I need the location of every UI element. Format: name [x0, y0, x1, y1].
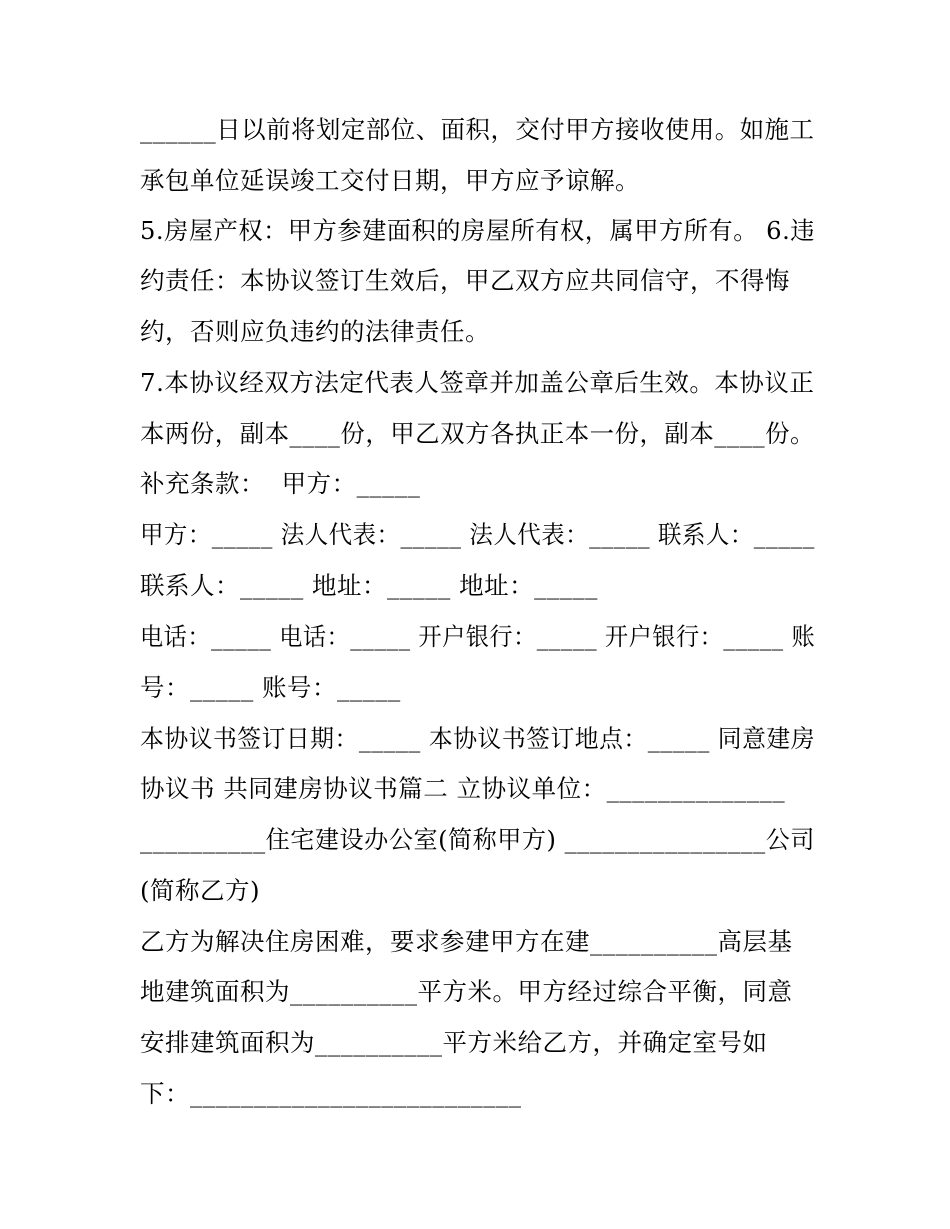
text-line-18: 地建筑面积为__________平方米。甲方经过综合平衡，同意 [140, 977, 793, 1006]
text-line-10: 联系人：_____ 地址：_____ 地址：_____ [140, 571, 598, 600]
text-line-8: 补充条款： 甲方：_____ [140, 469, 421, 498]
text-line-13: 本协议书签订日期：_____ 本协议书签订地点：_____ 同意建房 [140, 724, 816, 753]
text-line-15: __________住宅建设办公室(简称甲方) ________________公司 [140, 825, 815, 854]
text-line-20: 下：__________________________ [140, 1079, 522, 1108]
text-line-3: 5.房屋产权：甲方参建面积的房屋所有权，属甲方所有。 6.违 [140, 216, 816, 245]
text-line-5: 约，否则应负违约的法律责任。 [140, 317, 490, 346]
text-line-11: 电话：_____ 电话：_____ 开户银行：_____ 开户银行：_____ 账 [140, 622, 816, 651]
text-line-12: 号：_____ 账号：_____ [140, 673, 401, 702]
text-line-7: 本两份，副本____份，甲乙双方各执正本一份，副本____份。 [140, 419, 815, 448]
text-line-4: 约责任：本协议签订生效后，甲乙双方应共同信守，不得悔 [140, 266, 790, 295]
text-line-14: 协议书 共同建房协议书篇二 立协议单位：______________ [140, 774, 786, 803]
text-line-9: 甲方：_____ 法人代表：_____ 法人代表：_____ 联系人：_____ [140, 520, 815, 549]
text-line-17: 乙方为解决住房困难，要求参建甲方在建__________高层基 [140, 927, 793, 956]
text-line-2: 承包单位延误竣工交付日期，甲方应予谅解。 [140, 166, 640, 195]
text-line-6: 7.本协议经双方法定代表人签章并加盖公章后生效。本协议正 [140, 368, 815, 397]
text-line-1: ______日以前将划定部位、面积，交付甲方接收使用。如施工 [140, 115, 815, 144]
text-line-19: 安排建筑面积为__________平方米给乙方，并确定室号如 [140, 1028, 768, 1057]
text-line-16: (简称乙方) [140, 876, 261, 905]
